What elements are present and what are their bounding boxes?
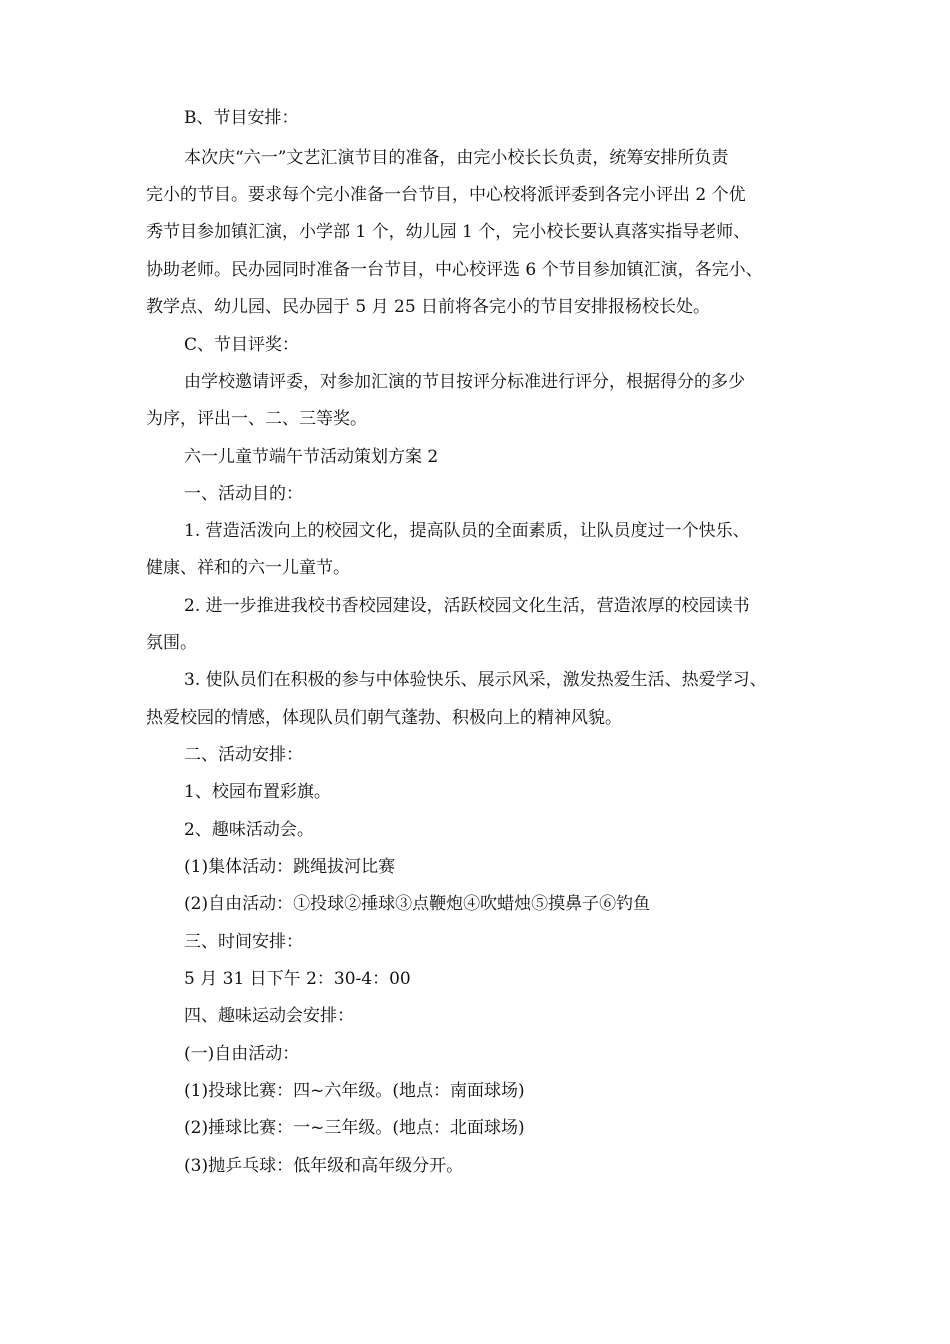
paragraph-line: 完小的节目。要求每个完小准备一台节目，中心校将派评委到各完小评出 2 个优 bbox=[146, 185, 746, 205]
list-item: 1. 营造活泼向上的校园文化，提高队员的全面素质，让队员度过一个快乐、 bbox=[184, 521, 750, 541]
paragraph-line: 本次庆“六一”文艺汇演节目的准备，由完小校长长负责，统筹安排所负责 bbox=[184, 148, 729, 168]
paragraph-line: 由学校邀请评委，对参加汇演的节目按评分标准进行评分，根据得分的多少 bbox=[184, 372, 745, 392]
list-item-continued: 热爱校园的情感，体现队员们朝气蓬勃、积极向上的精神风貌。 bbox=[146, 708, 622, 728]
list-item: (一)自由活动： bbox=[184, 1044, 300, 1064]
list-item: (2)自由活动：①投球②捶球③点鞭炮④吹蜡烛⑤摸鼻子⑥钓鱼 bbox=[184, 894, 651, 914]
paragraph-line: 秀节目参加镇汇演，小学部 1 个，幼儿园 1 个，完小校长要认真落实指导老师、 bbox=[146, 222, 751, 242]
paragraph-line: 教学点、幼儿园、民办园于 5 月 25 日前将各完小的节目安排报杨校长处。 bbox=[146, 297, 711, 317]
heading-program-awards: C、节目评奖： bbox=[184, 335, 300, 355]
paragraph-line: 为序，评出一、二、三等奖。 bbox=[146, 409, 367, 429]
paragraph-line: 协助老师。民办园同时准备一台节目，中心校评选 6 个节目参加镇汇演，各完小、 bbox=[146, 260, 763, 280]
list-item: 3. 使队员们在积极的参与中体验快乐、展示风采，激发热爱生活、热爱学习、 bbox=[184, 670, 767, 690]
list-item: 1、校园布置彩旗。 bbox=[184, 782, 331, 802]
heading-activity-purpose: 一、活动目的： bbox=[184, 484, 303, 504]
list-item: (1)投球比赛：四~六年级。(地点：南面球场) bbox=[184, 1081, 525, 1101]
list-item: (1)集体活动：跳绳拔河比赛 bbox=[184, 857, 396, 877]
list-item: 2、趣味活动会。 bbox=[184, 820, 314, 840]
heading-fun-games: 四、趣味运动会安排： bbox=[184, 1006, 354, 1026]
list-item: 2. 进一步推进我校书香校园建设，活跃校园文化生活，营造浓厚的校园读书 bbox=[184, 596, 750, 616]
list-item: (2)捶球比赛：一~三年级。(地点：北面球场) bbox=[184, 1118, 525, 1138]
heading-program-arrangement: B、节目安排： bbox=[184, 108, 299, 128]
list-item: (3)抛乒乓球：低年级和高年级分开。 bbox=[184, 1156, 464, 1176]
section-title: 六一儿童节端午节活动策划方案 2 bbox=[184, 447, 439, 467]
list-item-continued: 健康、祥和的六一儿童节。 bbox=[146, 558, 350, 578]
list-item-continued: 氛围。 bbox=[146, 633, 197, 653]
heading-time-arrangement: 三、时间安排： bbox=[184, 932, 303, 952]
time-text: 5 月 31 日下午 2：30-4：00 bbox=[184, 969, 411, 989]
heading-activity-arrangement: 二、活动安排： bbox=[184, 745, 303, 765]
